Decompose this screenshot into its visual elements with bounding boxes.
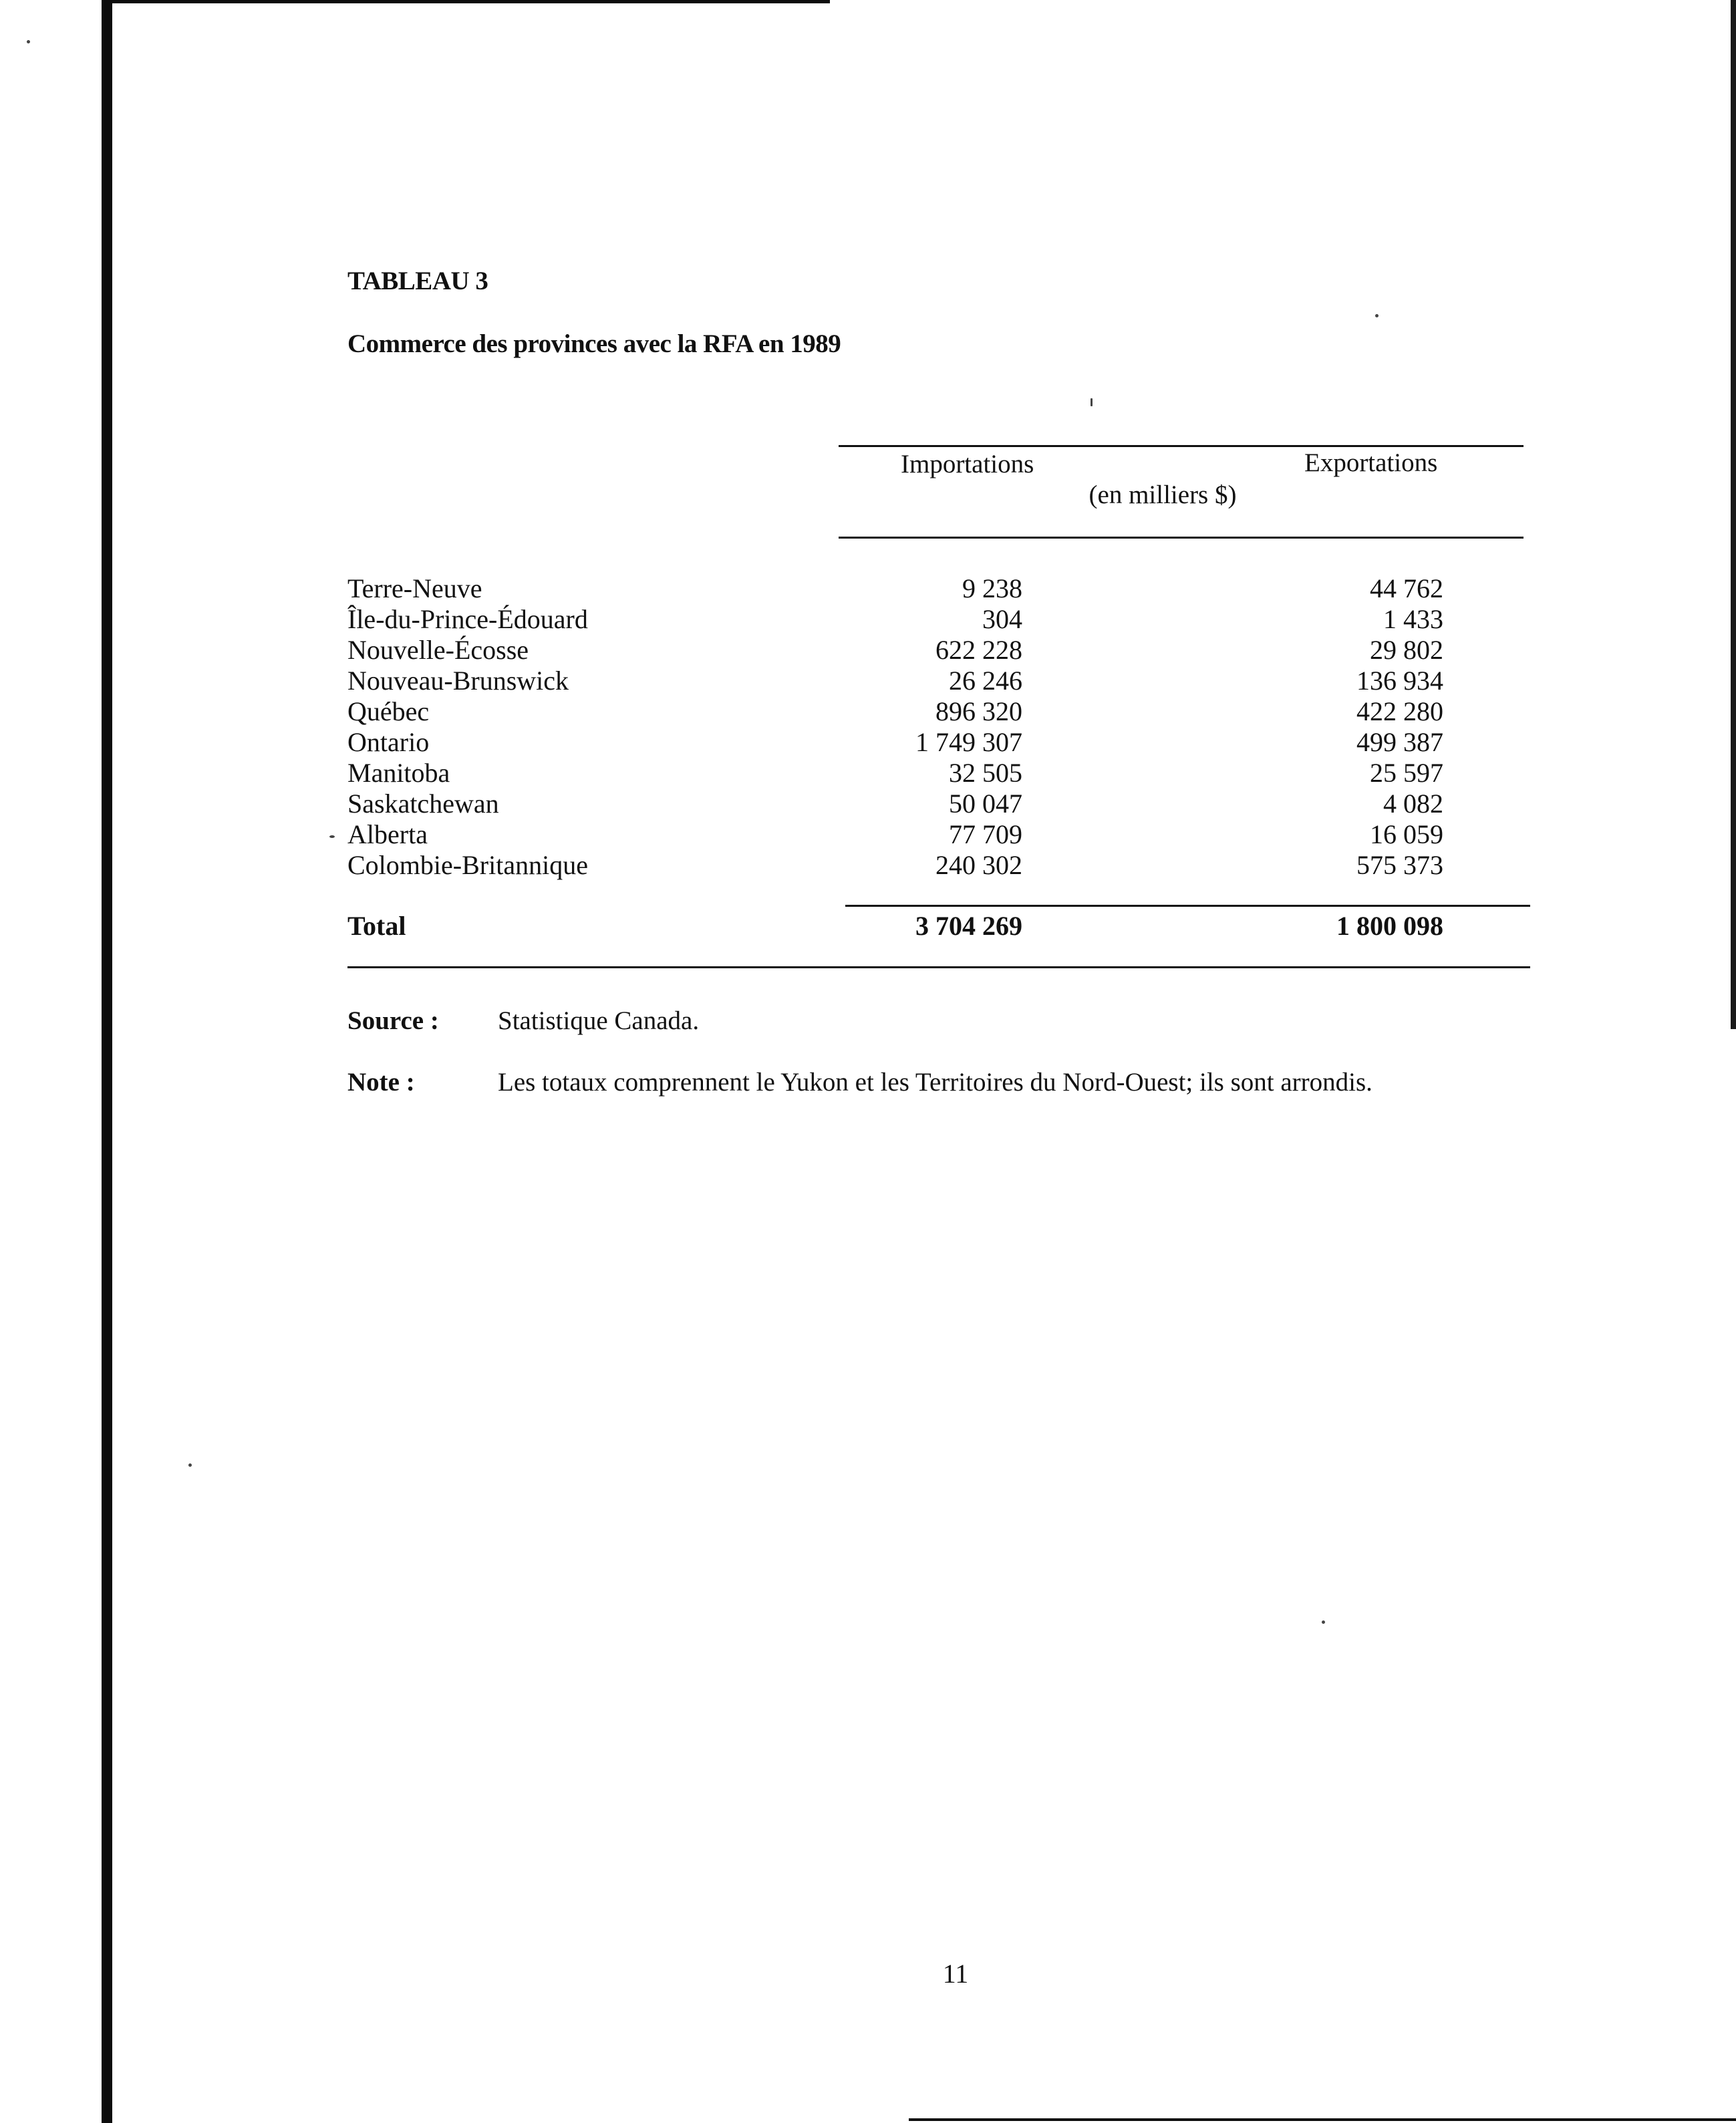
total-top-rule bbox=[845, 905, 1530, 907]
imports-value: 622 228 bbox=[935, 635, 1022, 665]
table-body bbox=[347, 573, 1530, 880]
imports-value: 304 bbox=[982, 604, 1022, 634]
exports-value: 25 597 bbox=[1370, 758, 1443, 788]
exports-value: 44 762 bbox=[1370, 573, 1443, 603]
page-number: 11 bbox=[942, 1959, 969, 1989]
note-text: Les totaux comprennent le Yukon et les Territoires du Nord-Ouest; ils sont arrondis. bbox=[498, 1068, 1372, 1097]
province-name: Manitoba bbox=[347, 758, 450, 788]
column-units: (en milliers $) bbox=[1089, 480, 1237, 509]
exports-value: 422 280 bbox=[1356, 696, 1443, 726]
province-name: Ontario bbox=[347, 727, 430, 757]
total-imports-value: 3 704 269 bbox=[915, 911, 1022, 941]
table-subtitle: Commerce des provinces avec la RFA en 1989 bbox=[347, 329, 841, 358]
exports-value: 499 387 bbox=[1356, 727, 1443, 757]
exports-value: 575 373 bbox=[1356, 850, 1443, 880]
imports-value: 26 246 bbox=[949, 666, 1022, 696]
province-name: Québec bbox=[347, 696, 430, 726]
province-name: Nouvelle-Écosse bbox=[347, 635, 529, 665]
province-name: Nouveau-Brunswick bbox=[347, 666, 569, 696]
total-exports-value: 1 800 098 bbox=[1336, 911, 1443, 941]
table-row bbox=[347, 603, 1530, 634]
source-text: Statistique Canada. bbox=[498, 1006, 700, 1035]
imports-value: 1 749 307 bbox=[915, 727, 1022, 757]
province-name: Île-du-Prince-Édouard bbox=[347, 604, 588, 634]
imports-value: 77 709 bbox=[949, 819, 1022, 849]
table-row bbox=[347, 665, 1530, 696]
province-name: Colombie-Britannique bbox=[347, 850, 588, 880]
header-bottom-rule bbox=[839, 537, 1524, 539]
table-title: TABLEAU 3 bbox=[347, 267, 488, 295]
table-row bbox=[347, 634, 1530, 665]
scan-speck bbox=[27, 40, 30, 43]
table-row bbox=[347, 573, 1530, 603]
header-top-rule bbox=[839, 445, 1524, 447]
scan-speck bbox=[1375, 314, 1379, 317]
column-header-exports: Exportations bbox=[1304, 448, 1438, 477]
table-row bbox=[347, 819, 1530, 849]
table-row bbox=[347, 788, 1530, 819]
scan-speck bbox=[1091, 398, 1093, 406]
province-name: Saskatchewan bbox=[347, 789, 499, 819]
province-name: Alberta bbox=[347, 819, 428, 849]
total-row bbox=[347, 910, 1530, 944]
total-label: Total bbox=[347, 911, 406, 941]
scan-speck bbox=[188, 1463, 192, 1467]
scan-top-border bbox=[102, 0, 830, 3]
scan-bottom-border bbox=[909, 2118, 1736, 2121]
table-row bbox=[347, 757, 1530, 788]
table-row bbox=[347, 696, 1530, 726]
imports-value: 32 505 bbox=[949, 758, 1022, 788]
exports-value: 1 433 bbox=[1383, 604, 1443, 634]
scan-speck bbox=[1322, 1620, 1325, 1624]
imports-value: 240 302 bbox=[935, 850, 1022, 880]
source-label: Source : bbox=[347, 1006, 439, 1035]
table-row bbox=[347, 849, 1530, 880]
table-row bbox=[347, 726, 1530, 757]
exports-value: 16 059 bbox=[1370, 819, 1443, 849]
exports-value: 29 802 bbox=[1370, 635, 1443, 665]
province-name: Terre-Neuve bbox=[347, 573, 482, 603]
exports-value: 4 082 bbox=[1383, 789, 1443, 819]
imports-value: 896 320 bbox=[935, 696, 1022, 726]
exports-value: 136 934 bbox=[1356, 666, 1443, 696]
table-bottom-rule bbox=[347, 966, 1530, 968]
scan-speck bbox=[329, 835, 335, 838]
imports-value: 50 047 bbox=[949, 789, 1022, 819]
note-label: Note : bbox=[347, 1068, 415, 1097]
column-header-imports: Importations bbox=[901, 450, 1034, 478]
scan-left-border bbox=[102, 0, 112, 2123]
imports-value: 9 238 bbox=[962, 573, 1022, 603]
scan-right-border bbox=[1731, 0, 1736, 1029]
